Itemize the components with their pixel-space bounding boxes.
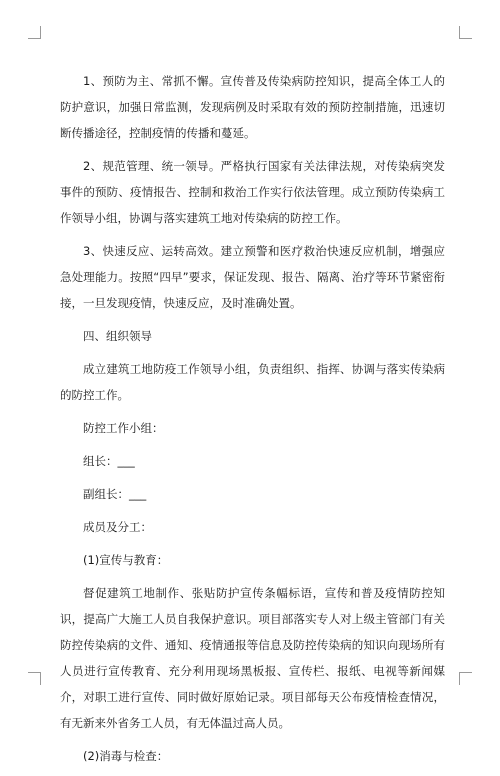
subsection-publicity: (1)宣传与教育： (83, 553, 169, 567)
organization-paragraph: 成立建筑工地防疫工作领导小组，负责组织、指挥、协调与落实传染病的防控工作。 (60, 362, 445, 402)
principle-paragraph-3: 3、快速反应、运转高效。建立预警和医疗救治快速反应机制，增强应急处理能力。按照“四早”要求，保证发现、报告、隔离、治疗等环节紧密衔接，一旦发现疫情，快速反应，及时准确处置。 (60, 244, 445, 310)
crop-mark-top-left (28, 26, 41, 39)
team-label: 防控工作小组： (83, 421, 164, 435)
deputy-leader-line: 副组长：___ (83, 487, 147, 501)
crop-mark-top-right (459, 26, 472, 39)
crop-mark-bottom-right (459, 672, 472, 685)
team-leader-line: 组长：___ (83, 454, 135, 468)
principle-paragraph-2: 2、规范管理、统一领导。严格执行国家有关法律法规，对传染病突发事件的预防、疫情报告、控制和救治工作实行依法管理。成立预防传染病工作领导小组，协调与落实建筑工地对传染病的防控工作。 (60, 159, 445, 225)
principle-paragraph-1: 1、预防为主、常抓不懈。宣传普及传染病防控知识，提高全体工人的防护意识，加强日常监测，发现病例及时采取有效的预防控制措施，迅速切断传播途径，控制疫情的传播和蔓延。 (60, 74, 445, 140)
section-heading-organization: 四、组织领导 (83, 329, 152, 343)
members-label: 成员及分工： (83, 520, 152, 534)
publicity-paragraph: 督促建筑工地制作、张贴防护宣传条幅标语，宣传和普及疫情防控知识，提高广大施工人员自我保护意识。项目部落实专人对上级主管部门有关防控传染病的文件、通知、疫情通报等信息及防控传染病的知识向现场所有人员进行宣传教育、充分利用现场黑板报、宣传栏、报纸、电视等新闻媒介，对职工进行宣传、同时做好原始记录。项目部每天公布疫情检查情况，有无新来外省务工人员，有无体温过高人员。 (60, 586, 445, 730)
crop-mark-bottom-left (28, 672, 41, 685)
subsection-disinfection: (2)消毒与检查： (83, 749, 169, 763)
document-body (60, 68, 445, 776)
